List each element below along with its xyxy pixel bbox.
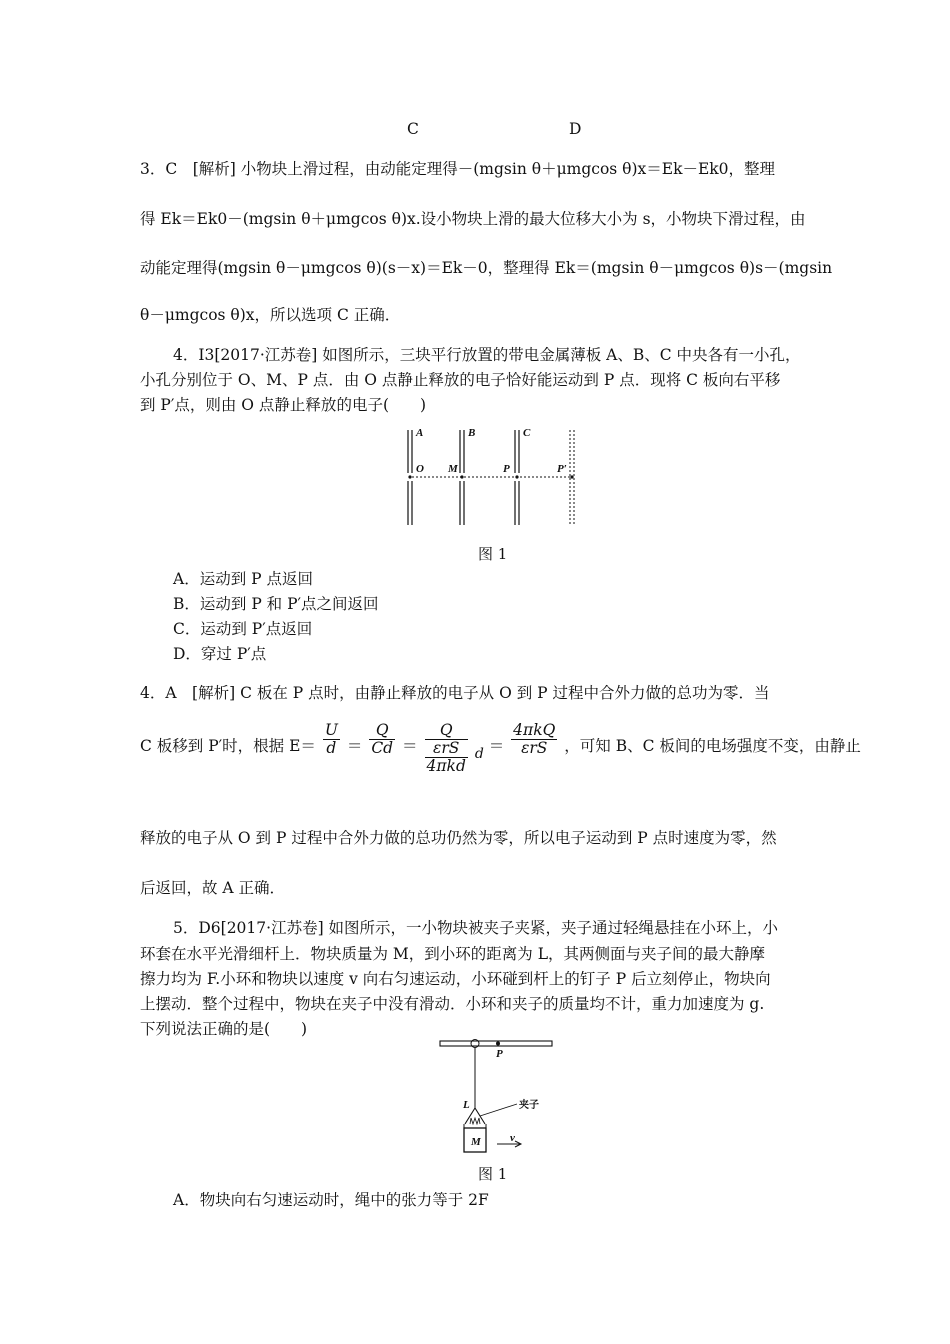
label-length-l: L — [463, 1099, 470, 1111]
q3-line-1: 3．C [解析] 小物块上滑过程，由动能定理得－(mgsin θ＋μmgcos θ)x＝Ek－Ek0，整理 — [140, 160, 776, 178]
label-plate-c: C — [523, 427, 531, 439]
q4-analysis-3: 释放的电子从 O 到 P 过程中合外力做的总功仍然为零，所以电子运动到 P 点时速度为零，然 — [140, 829, 777, 847]
q3-line-2: 得 Ek＝Ek0－(mgsin θ＋μmgcos θ)x.设小物块上滑的最大位移大小为 s，小物块下滑过程，由 — [140, 210, 806, 228]
label-nail-p: P — [496, 1048, 503, 1060]
label-plate-b: B — [468, 427, 476, 439]
label-mass-m: M — [471, 1136, 481, 1148]
q4-analysis-2: C 板移到 P′时，根据 E＝ $\frac{U}{d}$ ＝ $\frac{Q}{Cd}$ ＝ Q εrS 4πkd d ＝ $\frac{\text{4πkQ}}{\text{εrS}}$ ，可知 B、C 板间的电场强度不变，由静止 — [140, 721, 861, 775]
q5-stem-5: 下列说法正确的是( ) — [140, 1020, 308, 1038]
q4-option-d: D．穿过 P′点 — [173, 645, 267, 663]
label-point-p: P — [503, 463, 510, 475]
label-clip: 夹子 — [519, 1100, 539, 1111]
q4-stem-2: 小孔分别位于 O、M、P 点．由 O 点静止释放的电子恰好能运动到 P 点．现将 C 板向右平移 — [140, 371, 781, 389]
fraction-q-cd: $\frac{Q}{Cd}$ — [371, 721, 394, 757]
option-label-d: D — [569, 120, 582, 138]
label-point-p-prime: P′ — [557, 463, 567, 475]
q4-figure-caption: 图 1 — [478, 545, 508, 563]
q4-option-b: B．运动到 P 和 P′点之间返回 — [173, 595, 379, 613]
plates-figure — [400, 425, 585, 530]
q3-line-4: θ－μmgcos θ)x，所以选项 C 正确． — [140, 306, 401, 324]
q4-analysis-2-post: ，可知 B、C 板间的电场强度不变，由静止 — [564, 737, 861, 755]
option-label-c: C — [407, 120, 419, 138]
q4-stem-1: 4．I3[2017·江苏卷] 如图所示，三块平行放置的带电金属薄板 A、B、C 中央各有一小孔， — [173, 346, 801, 364]
q5-stem-4: 上摆动．整个过程中，物块在夹子中没有滑动．小环和夹子的质量均不计，重力加速度为 g. — [140, 995, 765, 1013]
q3-line-3: 动能定理得(mgsin θ－μmgcos θ)(s－x)＝Ek－0，整理得 Ek＝(mgsin θ－μmgcos θ)s－(mgsin — [140, 259, 833, 277]
q4-stem-3: 到 P′点，则由 O 点静止释放的电子( ) — [140, 396, 427, 414]
q5-option-a: A．物块向右匀速运动时，绳中的张力等于 2F — [173, 1191, 489, 1209]
q4-option-a: A．运动到 P 点返回 — [173, 570, 313, 588]
q4-analysis-4: 后返回，故 A 正确． — [140, 879, 286, 897]
q5-stem-3: 擦力均为 F.小环和物块以速度 v 向右匀速运动，小环碰到杆上的钉子 P 后立刻停止，物块向 — [140, 970, 771, 988]
label-velocity-v: v — [510, 1132, 515, 1144]
q4-analysis-1: 4．A [解析] C 板在 P 点时，由静止释放的电子从 O 到 P 过程中合外力做的总功为零．当 — [140, 684, 770, 702]
fraction-q-compound: Q εrS 4πkd — [426, 721, 466, 775]
fraction-u-d: $\frac{U}{d}$ — [324, 721, 338, 757]
q5-stem-2: 环套在水平光滑细杆上．物块质量为 M，到小环的距离为 L，其两侧面与夹子间的最大静摩 — [140, 945, 766, 963]
label-point-o: O — [416, 463, 424, 475]
q5-stem-1: 5．D6[2017·江苏卷] 如图所示，一小物块被夹子夹紧，夹子通过轻绳悬挂在小环上，小 — [173, 919, 779, 937]
pendulum-figure — [435, 1038, 570, 1160]
label-plate-a: A — [416, 427, 424, 439]
label-point-m: M — [448, 463, 458, 475]
q5-figure-caption: 图 1 — [478, 1165, 508, 1183]
fraction-4pikq: $\frac{\text{4πkQ}}{\text{εrS}}$ — [513, 721, 556, 757]
q4-option-c: C．运动到 P′点返回 — [173, 620, 313, 638]
q4-analysis-2-pre: C 板移到 P′时，根据 E＝ — [140, 737, 316, 755]
